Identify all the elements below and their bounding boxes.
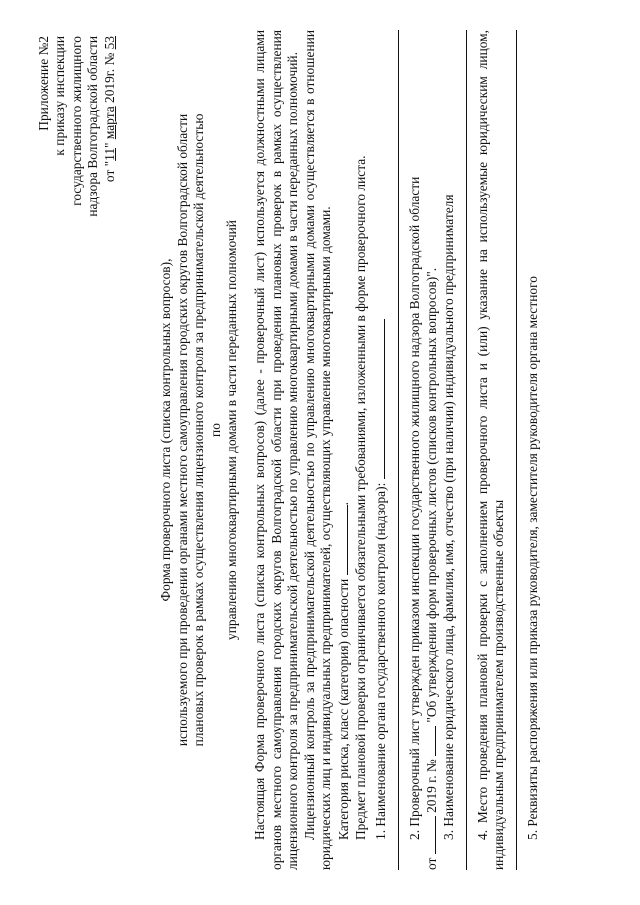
item-2-number-blank xyxy=(423,726,436,756)
document-body xyxy=(252,30,541,870)
date-number: 53 xyxy=(101,36,117,50)
title-line-3: плановых проверок в рамках осуществления лицензионного контроля за предпринимательской деятельностью по xyxy=(191,113,223,747)
risk-category-label: Категория риска, класс (категория) опасности xyxy=(335,578,351,840)
paragraph-subject: Предмет плановой проверки ограничивается обязательными требованиями, изложенными в форме проверочного листа. xyxy=(352,155,368,840)
title-line-2: используемого при проведении органами местного самоуправления городских округов Волгоградской области xyxy=(174,113,190,747)
appendix-header xyxy=(36,36,118,366)
appendix-title: Приложение №2 xyxy=(36,36,51,131)
appendix-date xyxy=(102,36,118,366)
paragraph-license-control: Лицензионный контроль за предпринимательской деятельностью по управлению многоквартирными домами осуществляется в отношении юридических лиц и индивидуальных предпринимателей, осуществляющих управление многоквартирными домами. xyxy=(301,30,334,870)
appendix-line-2: государственного жилищного xyxy=(68,36,84,206)
paragraph-purpose: Настоящая Форма проверочного листа (списка контрольных вопросов) (далее - проверочный лист) используется должностными лицами органов местного самоуправления городских округов Волгоградской области при проведении плановых проверок в рамках осуществления лицензионного контроля за предпринимательской деятельностью по управлению многоквартирными домами в части переданных полномочий. xyxy=(252,30,301,870)
item-2-line-2 xyxy=(423,30,441,870)
item-2-year: 2019 г. № xyxy=(424,759,440,813)
date-mid: " xyxy=(101,139,117,148)
date-prefix: от " xyxy=(101,160,117,183)
date-month: марта xyxy=(101,106,117,140)
rotated-document-page xyxy=(30,30,610,870)
item-3: 3. Наименование юридического лица, фамилия, имя, отчество (при наличии) индивидуального предпринимателя xyxy=(440,194,456,840)
title-line-1: Форма проверочного листа (списка контрольных вопросов), xyxy=(158,258,173,602)
item-1-line xyxy=(372,30,390,870)
risk-category-line: Категория риска, класс (категория) опасности . xyxy=(335,502,351,840)
date-day: 11 xyxy=(101,147,117,161)
item-2-rest: "Об утверждении форм проверочных листов (списков контрольных вопросов)". xyxy=(424,267,440,723)
date-year: 2019г. № xyxy=(101,49,117,107)
item-2-date-blank xyxy=(423,816,436,854)
appendix-line-1: к приказу инспекции xyxy=(52,36,68,156)
item-2-from: от xyxy=(424,857,440,870)
title-line-4: управлению многоквартирными домами в части переданных полномочий xyxy=(224,220,240,640)
item-4: 4. Место проведения плановой проверки с заполнением проверочного листа и (или) указание на используемые юридическим лицом, индивидуальным предпринимателем производственные объекты xyxy=(474,30,507,870)
appendix-line-3: надзора Волгоградской области xyxy=(85,36,101,217)
form-title xyxy=(158,110,241,750)
risk-category-blank xyxy=(335,505,348,575)
item-1-blank xyxy=(372,319,385,479)
item-2-line-1: 2. Проверочный лист утвержден приказом инспекции государственного жилищного надзора Волгоградской области xyxy=(406,176,422,840)
item-5: 5. Реквизиты распоряжения или приказа руководителя, заместителя руководителя органа местного xyxy=(524,276,540,840)
item-1: 1. Наименование органа государственного контроля (надзора): xyxy=(373,482,389,840)
